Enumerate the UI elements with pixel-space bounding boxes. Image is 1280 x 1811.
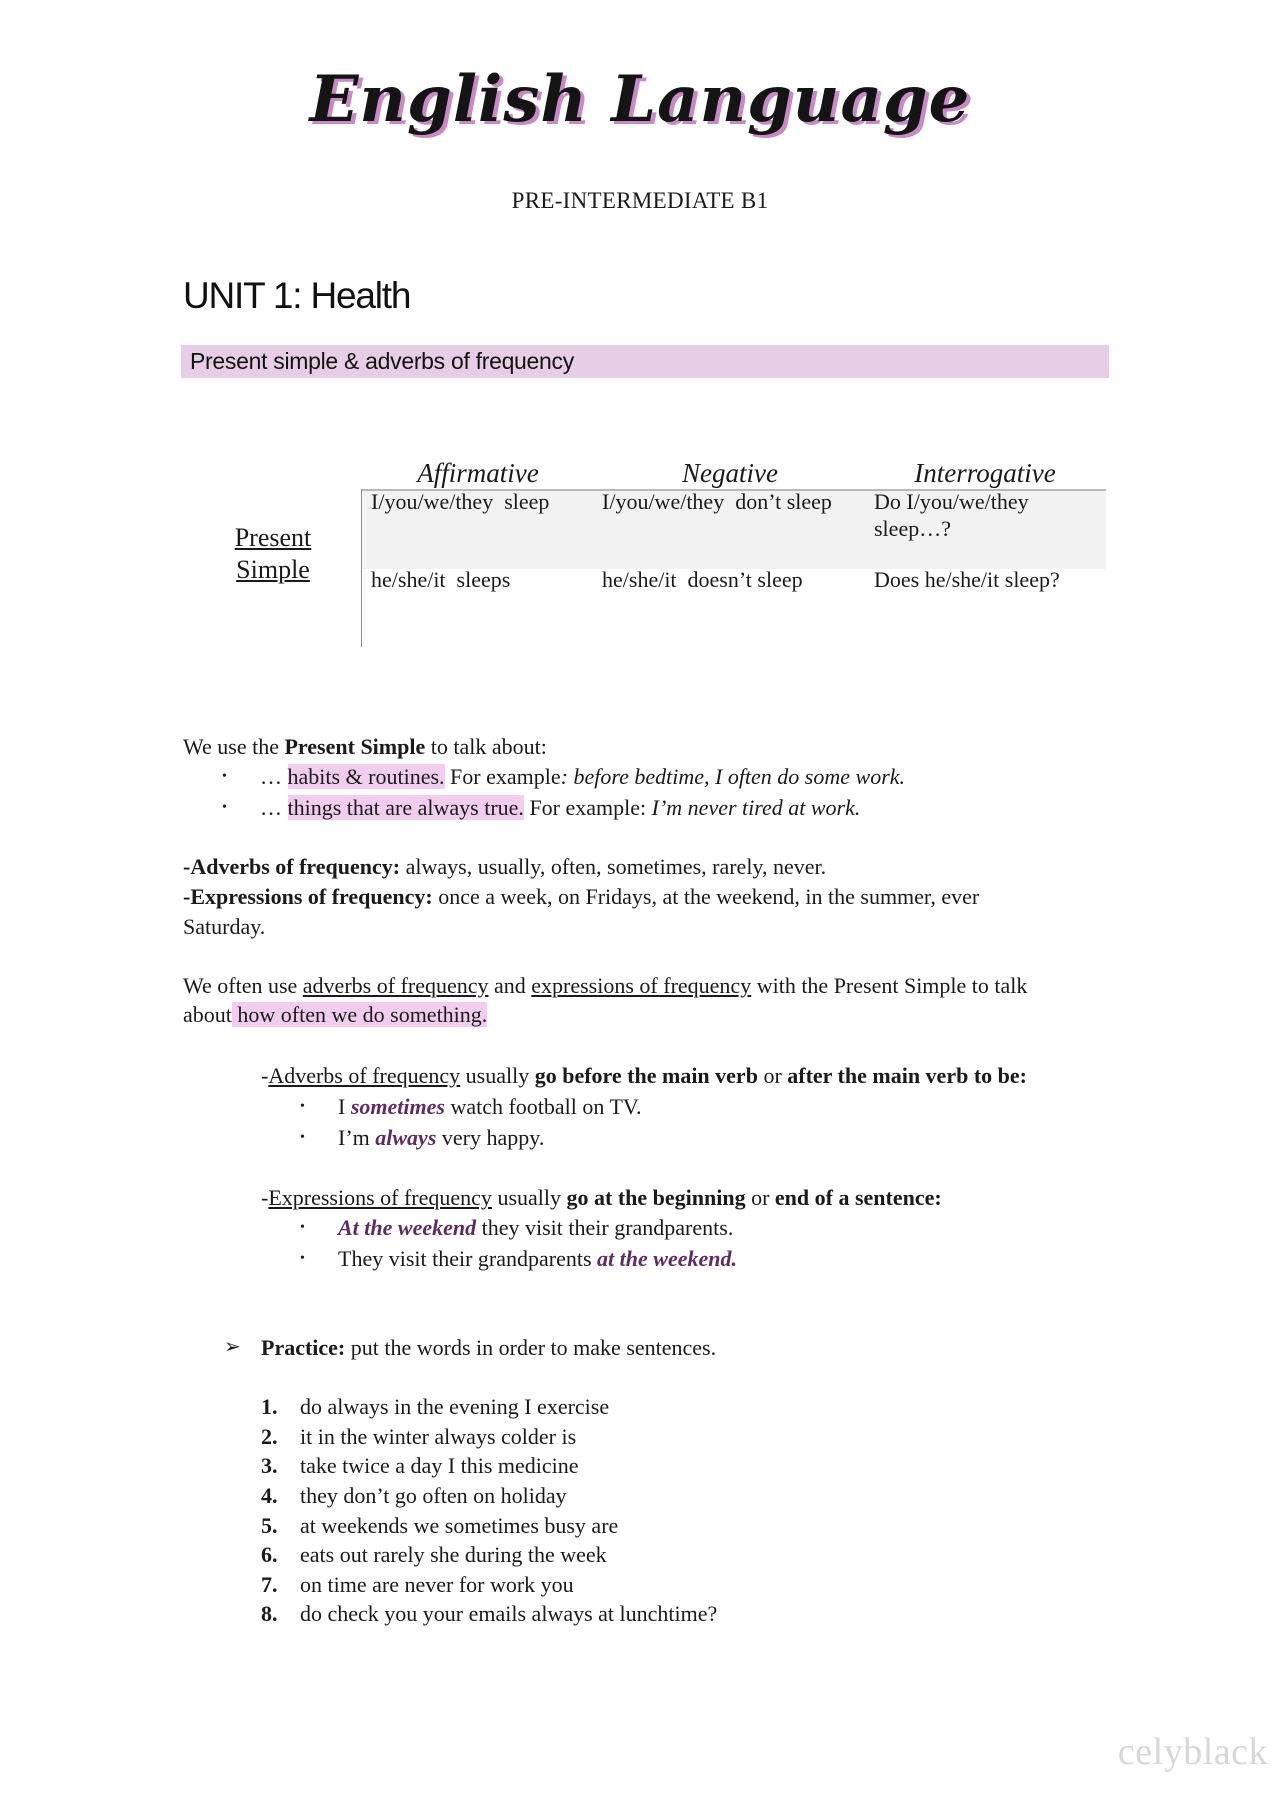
list-item: … habits & routines. For example: before bedtime, I often do some work.	[260, 764, 906, 789]
usage-intro: We use the Present Simple to talk about:	[183, 734, 547, 759]
table-cell: Does he/she/it sleep?	[874, 567, 1060, 592]
list-item: 4. they don’t go often on holiday	[261, 1483, 567, 1508]
example-item: I’m always very happy.	[338, 1125, 545, 1150]
arrowhead-bullet-icon: ➢	[224, 1336, 241, 1358]
example-item: They visit their grandparents at the weekend.	[338, 1246, 737, 1271]
table-cell: I/you/we/they don’t sleep	[602, 489, 832, 514]
bullet-icon: •	[222, 800, 227, 815]
table-cell: Do I/you/we/they sleep…?	[874, 489, 1029, 541]
example-item: At the weekend they visit their grandparents.	[338, 1215, 734, 1240]
list-item: 2. it in the winter always colder is	[261, 1424, 577, 1449]
bullet-icon: •	[300, 1251, 305, 1266]
section-heading: Present simple & adverbs of frequency	[190, 348, 574, 374]
bullet-icon: •	[300, 1099, 305, 1114]
bullet-icon: •	[300, 1130, 305, 1145]
column-header-affirmative: Affirmative	[417, 458, 539, 488]
bullet-icon: •	[300, 1220, 305, 1235]
list-item: 6. eats out rarely she during the week	[261, 1542, 607, 1567]
list-item: 7. on time are never for work you	[261, 1572, 574, 1597]
expressions-of-frequency-line-cont: Saturday.	[183, 914, 266, 939]
adverbs-of-frequency-line: -Adverbs of frequency: always, usually, often, sometimes, rarely, never.	[183, 854, 827, 879]
column-header-negative: Negative	[682, 458, 778, 488]
rule-expressions: -Expressions of frequency usually go at the beginning or end of a sentence:	[261, 1185, 942, 1210]
list-item: 1. do always in the evening I exercise	[261, 1394, 610, 1419]
watermark: celyblack	[1117, 1731, 1268, 1773]
bullet-icon: •	[222, 769, 227, 784]
explanation-line-cont: about how often we do something.	[183, 1002, 488, 1027]
example-item: I sometimes watch football on TV.	[338, 1094, 642, 1119]
table-cell: I/you/we/they sleep	[371, 489, 550, 514]
level-subtitle: PRE-INTERMEDIATE B1	[511, 188, 769, 213]
table-cell: he/she/it sleeps	[371, 567, 511, 592]
column-header-interrogative: Interrogative	[914, 458, 1056, 488]
table-row-label: Present Simple	[234, 523, 312, 584]
practice-instruction: Practice: put the words in order to make sentences.	[261, 1335, 717, 1360]
rule-adverbs: -Adverbs of frequency usually go before the main verb or after the main verb to be:	[261, 1063, 1027, 1088]
explanation-line: We often use adverbs of frequency and expressions of frequency with the Present Simple to talk	[183, 973, 1028, 998]
document-title: English Language	[309, 62, 971, 137]
list-item: 3. take twice a day I this medicine	[261, 1453, 579, 1478]
table-divider	[361, 489, 362, 647]
table-cell: he/she/it doesn’t sleep	[602, 567, 803, 592]
list-item: … things that are always true. For example: I’m never tired at work.	[260, 795, 861, 820]
list-item: 5. at weekends we sometimes busy are	[261, 1513, 619, 1538]
list-item: 8. do check you your emails always at lunchtime?	[261, 1601, 718, 1626]
expressions-of-frequency-line: -Expressions of frequency: once a week, on Fridays, at the weekend, in the summer, ever	[183, 884, 980, 909]
unit-heading: UNIT 1: Health	[183, 275, 411, 316]
